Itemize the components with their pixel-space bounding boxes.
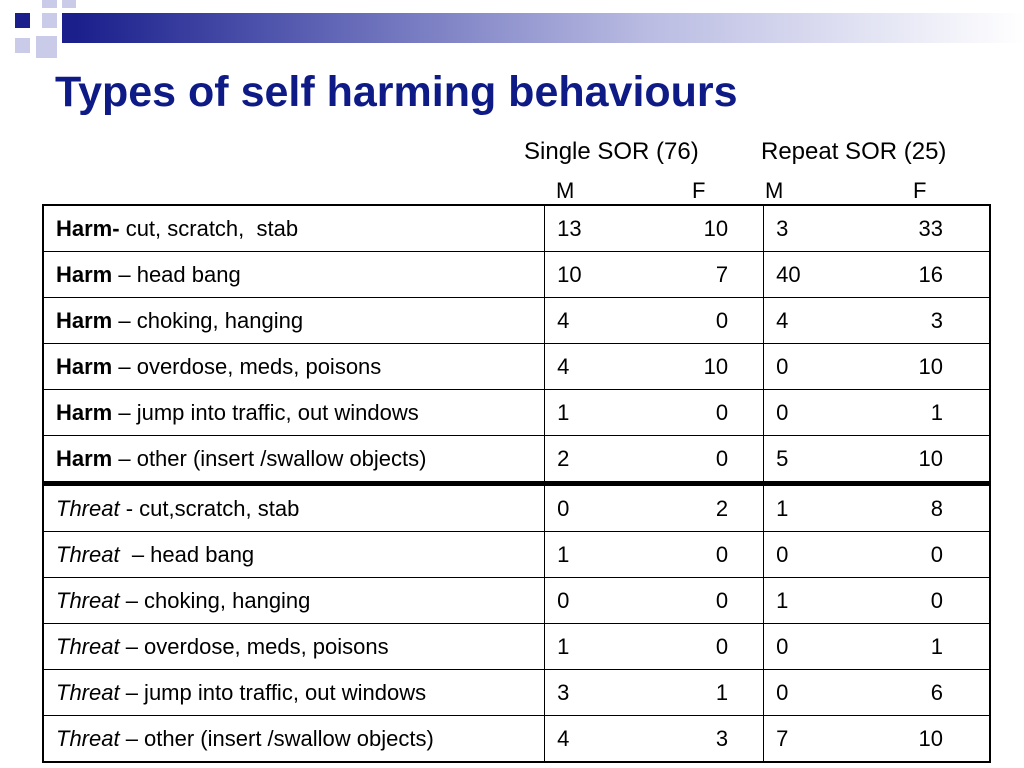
table-row [43,205,990,252]
repeat-m-value: 3 [776,215,789,241]
repeat-m-value: 4 [776,307,789,333]
repeat-f-value: 0 [930,541,943,567]
behaviour-label [43,298,545,344]
single-m-value: 1 [557,541,570,567]
table-row [43,344,990,390]
single-f-value: 0 [715,587,729,613]
behaviour-text: – overdose, meds, poisons [112,353,382,379]
single-sor-cell [545,390,764,436]
behaviour-label [43,344,545,390]
behaviour-prefix: Harm [56,307,113,333]
repeat-m-value: 0 [776,399,789,425]
single-f-value: 0 [715,541,729,567]
single-f-value: 1 [715,679,729,705]
repeat-sor-cell [764,390,990,436]
table-row [43,624,990,670]
behaviour-label [43,578,545,624]
repeat-m-value: 0 [776,679,789,705]
single-f-value: 10 [703,353,729,379]
repeat-f-value: 10 [918,353,943,379]
single-f-value: 0 [715,445,729,471]
single-m-value: 0 [557,587,570,613]
repeat-sor-cell [764,624,990,670]
single-sor-cell [545,298,764,344]
single-m-value: 3 [557,679,570,705]
single-f-value: 0 [715,307,729,333]
behaviour-prefix: Threat [56,633,120,659]
table-row [43,716,990,763]
behaviour-prefix: Harm [56,261,113,287]
behaviour-label [43,670,545,716]
behaviour-text: – choking, hanging [112,307,304,333]
behaviour-text: – jump into traffic, out windows [119,679,427,705]
repeat-f-value: 10 [918,725,943,751]
single-sor-cell [545,532,764,578]
behaviour-prefix: Threat [56,541,120,567]
repeat-sor-cell [764,532,990,578]
repeat-m-value: 0 [776,353,789,379]
behaviour-prefix: Harm [56,353,113,379]
behaviour-prefix: Harm [56,445,113,471]
behaviour-prefix: Threat [56,679,120,705]
repeat-f-value: 1 [930,399,943,425]
repeat-sor-cell [764,298,990,344]
table-row [43,532,990,578]
table-row [43,484,990,532]
table-row [43,436,990,484]
header-gradient-bar [76,13,1024,43]
repeat-f-value: 10 [918,445,943,471]
behaviour-label [43,436,545,484]
single-m-value: 13 [557,215,582,241]
single-sor-cell [545,716,764,763]
repeat-m-value: 7 [776,725,789,751]
behaviour-text: – other (insert /swallow objects) [119,725,434,751]
table-row [43,578,990,624]
deco-square-navy [15,13,30,28]
repeat-sor-cell [764,252,990,298]
behaviour-label [43,252,545,298]
deco-square-light [42,0,57,8]
behaviour-label [43,532,545,578]
repeat-f-value: 33 [918,215,943,241]
repeat-sor-cell [764,344,990,390]
table-row [43,670,990,716]
behaviour-prefix: Threat [56,495,120,521]
deco-square-light [62,0,76,8]
repeat-f-value: 1 [930,633,943,659]
single-m-value: 1 [557,399,570,425]
single-sor-cell [545,624,764,670]
repeat-m-value: 0 [776,541,789,567]
behaviour-prefix: Harm- [56,215,120,241]
deco-square-light [42,13,57,28]
single-f-value: 0 [715,399,729,425]
single-f-value: 3 [715,725,729,751]
repeat-sor-cell [764,670,990,716]
behaviour-text: – overdose, meds, poisons [119,633,389,659]
single-f-value: 7 [715,261,729,287]
single-m-value: 4 [557,725,570,751]
behaviour-prefix: Harm [56,399,113,425]
single-f-value: 0 [715,633,729,659]
single-sor-header: Single SOR (76) [524,138,699,165]
deco-square-light [36,36,57,58]
repeat-sor-cell [764,578,990,624]
single-m-value: 4 [557,307,570,333]
repeat-sor-cell [764,716,990,763]
behaviour-text: – head bang [112,261,241,287]
behaviours-table [42,204,991,763]
header-decoration [0,0,1024,60]
deco-square-light [15,38,30,53]
single-m-value: 1 [557,633,570,659]
behaviour-text: - cut,scratch, stab [119,495,300,521]
repeat-f-value: 6 [930,679,943,705]
behaviour-text: – jump into traffic, out windows [112,399,419,425]
behaviour-label [43,205,545,252]
behaviour-label [43,484,545,532]
behaviour-prefix: Threat [56,587,120,613]
repeat-m-value: 1 [776,495,789,521]
behaviour-label [43,624,545,670]
repeat-m-label: M [765,178,784,203]
behaviour-label [43,716,545,763]
single-f-label: F [692,178,706,203]
single-sor-cell [545,344,764,390]
single-sor-cell [545,436,764,484]
repeat-sor-header: Repeat SOR (25) [761,138,947,165]
page-title: Types of self harming behaviours [55,68,738,116]
table-row [43,390,990,436]
single-sor-cell [545,670,764,716]
single-m-value: 2 [557,445,570,471]
table-row [43,298,990,344]
repeat-sor-cell [764,484,990,532]
behaviour-label [43,390,545,436]
repeat-f-value: 0 [930,587,943,613]
repeat-m-value: 5 [776,445,789,471]
repeat-m-value: 0 [776,633,789,659]
single-m-value: 4 [557,353,570,379]
table-row [43,252,990,298]
single-sor-cell [545,252,764,298]
single-m-label: M [556,178,575,203]
repeat-f-value: 16 [918,261,943,287]
single-sor-cell [545,205,764,252]
single-sor-cell [545,578,764,624]
repeat-m-value: 40 [776,261,801,287]
behaviour-text: cut, scratch, stab [119,215,299,241]
repeat-f-label: F [913,178,927,203]
single-m-value: 10 [557,261,582,287]
behaviour-prefix: Threat [56,725,120,751]
repeat-sor-cell [764,205,990,252]
repeat-f-value: 8 [930,495,943,521]
behaviour-text: – other (insert /swallow objects) [112,445,427,471]
behaviour-text: – choking, hanging [119,587,311,613]
single-f-value: 2 [715,495,729,521]
single-sor-cell [545,484,764,532]
repeat-m-value: 1 [776,587,789,613]
single-f-value: 10 [703,215,729,241]
repeat-sor-cell [764,436,990,484]
deco-square-navy [62,13,76,43]
single-m-value: 0 [557,495,570,521]
repeat-f-value: 3 [930,307,943,333]
behaviour-text: – head bang [119,541,255,567]
